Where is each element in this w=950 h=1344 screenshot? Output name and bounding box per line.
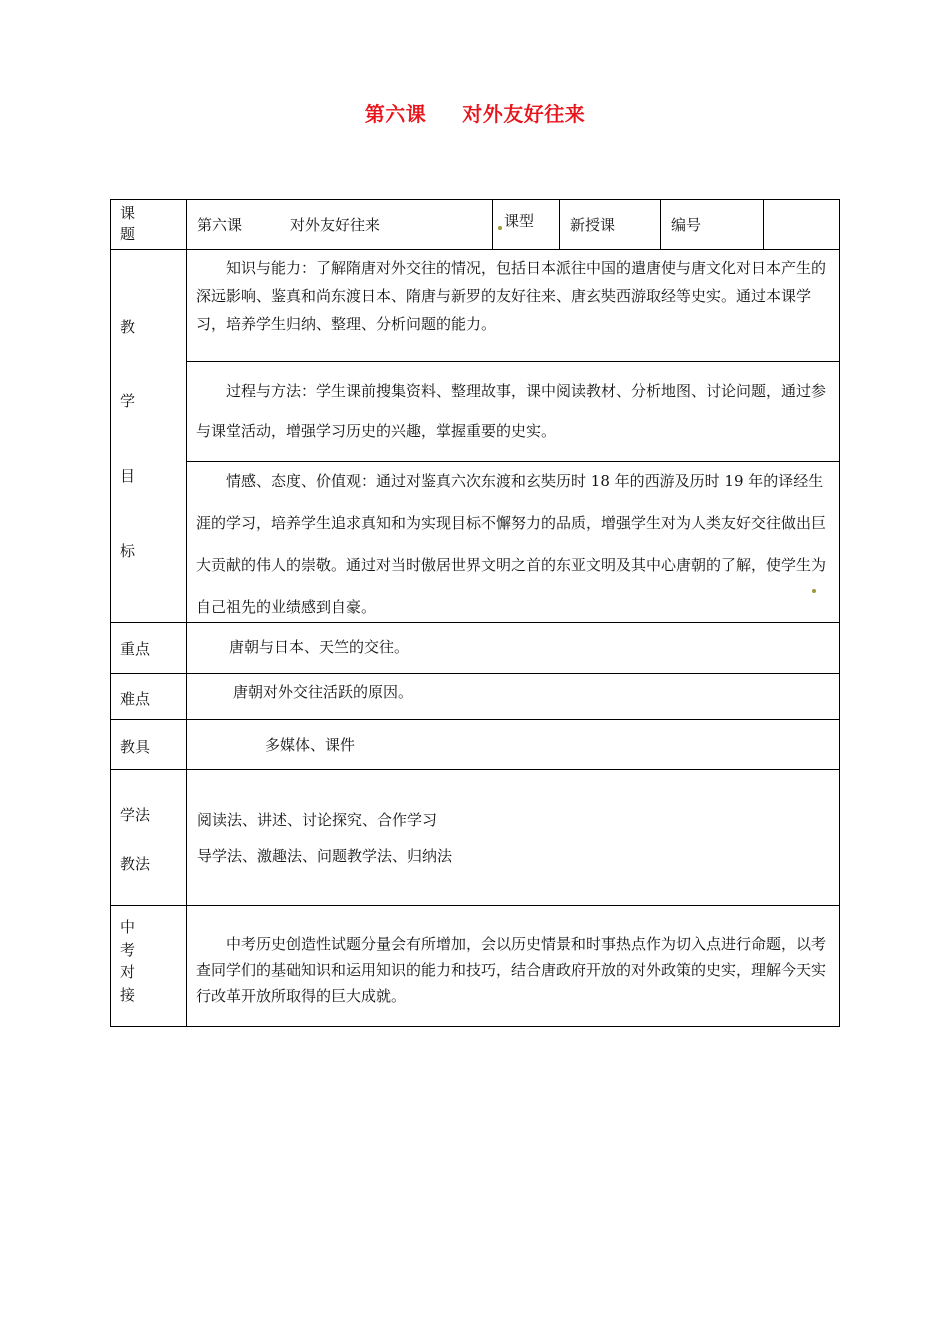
study-method-value: 阅读法、讲述、讨论探究、合作学习 xyxy=(197,811,438,829)
table-line xyxy=(110,673,840,674)
table-line xyxy=(110,1026,840,1027)
objectives-label-char: 教 xyxy=(120,318,136,336)
type-label: 课型 xyxy=(504,212,535,230)
table-line xyxy=(492,199,493,249)
lesson-number: 第六课 xyxy=(197,216,243,234)
page-title xyxy=(0,98,950,127)
lesson-label-char: 题 xyxy=(120,225,136,243)
title-name: 对外友好往来 xyxy=(462,102,586,126)
table-line xyxy=(660,199,661,249)
exam-label-char: 考 xyxy=(120,940,136,959)
table-line xyxy=(110,199,840,200)
type-value: 新授课 xyxy=(570,216,616,234)
table-line xyxy=(110,199,111,1027)
table-line xyxy=(110,719,840,720)
teach-method-label: 教法 xyxy=(120,855,151,873)
objective-process: 过程与方法：学生课前搜集资料、整理故事，课中阅读教材、分析地图、讨论问题，通过参与课堂活动，增强学习历史的兴趣，掌握重要的史实。 xyxy=(196,382,827,440)
table-line xyxy=(839,199,840,1027)
tools-value: 多媒体、课件 xyxy=(265,736,356,754)
table-line xyxy=(559,199,560,249)
mark-dot xyxy=(812,589,816,593)
table-line xyxy=(186,199,187,1027)
table-line xyxy=(110,769,840,770)
objective-knowledge: 知识与能力：了解隋唐对外交往的情况，包括日本派往中国的遣唐使与唐文化对日本产生的深远影响、鉴真和尚东渡日本、隋唐与新罗的友好往来、唐玄奘西游取经等史实。通过本课学习，培养学生归纳、整理、分析问题的能力。 xyxy=(196,259,827,333)
key-point-value: 唐朝与日本、天竺的交往。 xyxy=(229,638,410,656)
objectives-label-char: 目 xyxy=(120,467,136,485)
difficulty-label: 难点 xyxy=(120,690,151,708)
exam-label xyxy=(120,916,135,1006)
lesson-name: 对外友好往来 xyxy=(290,216,381,234)
exam-value: 中考历史创造性试题分量会有所增加，会以历史情景和时事热点作为切入点进行命题，以考查同学们的基础知识和运用知识的能力和技巧，结合唐政府开放的对外政策的史实，理解今天实行改革开放所取得的巨大成就。 xyxy=(196,935,827,1005)
lesson-label-char: 课 xyxy=(120,204,136,222)
table-line xyxy=(110,905,840,906)
objectives-label-char: 学 xyxy=(120,392,136,410)
lesson-label xyxy=(120,203,135,245)
tools-label: 教具 xyxy=(120,738,151,756)
mark-dot xyxy=(498,226,502,230)
title-lesson: 第六课 xyxy=(364,102,427,126)
objectives-label-char: 标 xyxy=(120,542,136,560)
teach-method-value: 导学法、激趣法、问题教学法、归纳法 xyxy=(197,847,453,865)
table-line xyxy=(763,199,764,249)
key-point-label: 重点 xyxy=(120,640,151,658)
exam-label-char: 对 xyxy=(120,963,136,981)
table-line xyxy=(186,361,840,362)
table-line xyxy=(110,249,840,250)
study-method-label: 学法 xyxy=(120,806,151,824)
difficulty-value: 唐朝对外交往活跃的原因。 xyxy=(233,683,414,701)
exam-label-char: 中 xyxy=(120,918,136,936)
number-label: 编号 xyxy=(671,216,702,234)
objective-emotion: 情感、态度、价值观：通过对鉴真六次东渡和玄奘历时 18 年的西游及历时 19 年的译经生涯的学习，培养学生追求真知和为实现目标不懈努力的品质，增强学生对为人类友好交往做出巨大贡献的伟人的崇敬。通过对当时傲居世界文明之首的东亚文明及其中心唐朝的了解，使学生为自己祖先的业绩感到自豪。 xyxy=(196,472,827,616)
exam-label-char: 接 xyxy=(120,985,136,1004)
